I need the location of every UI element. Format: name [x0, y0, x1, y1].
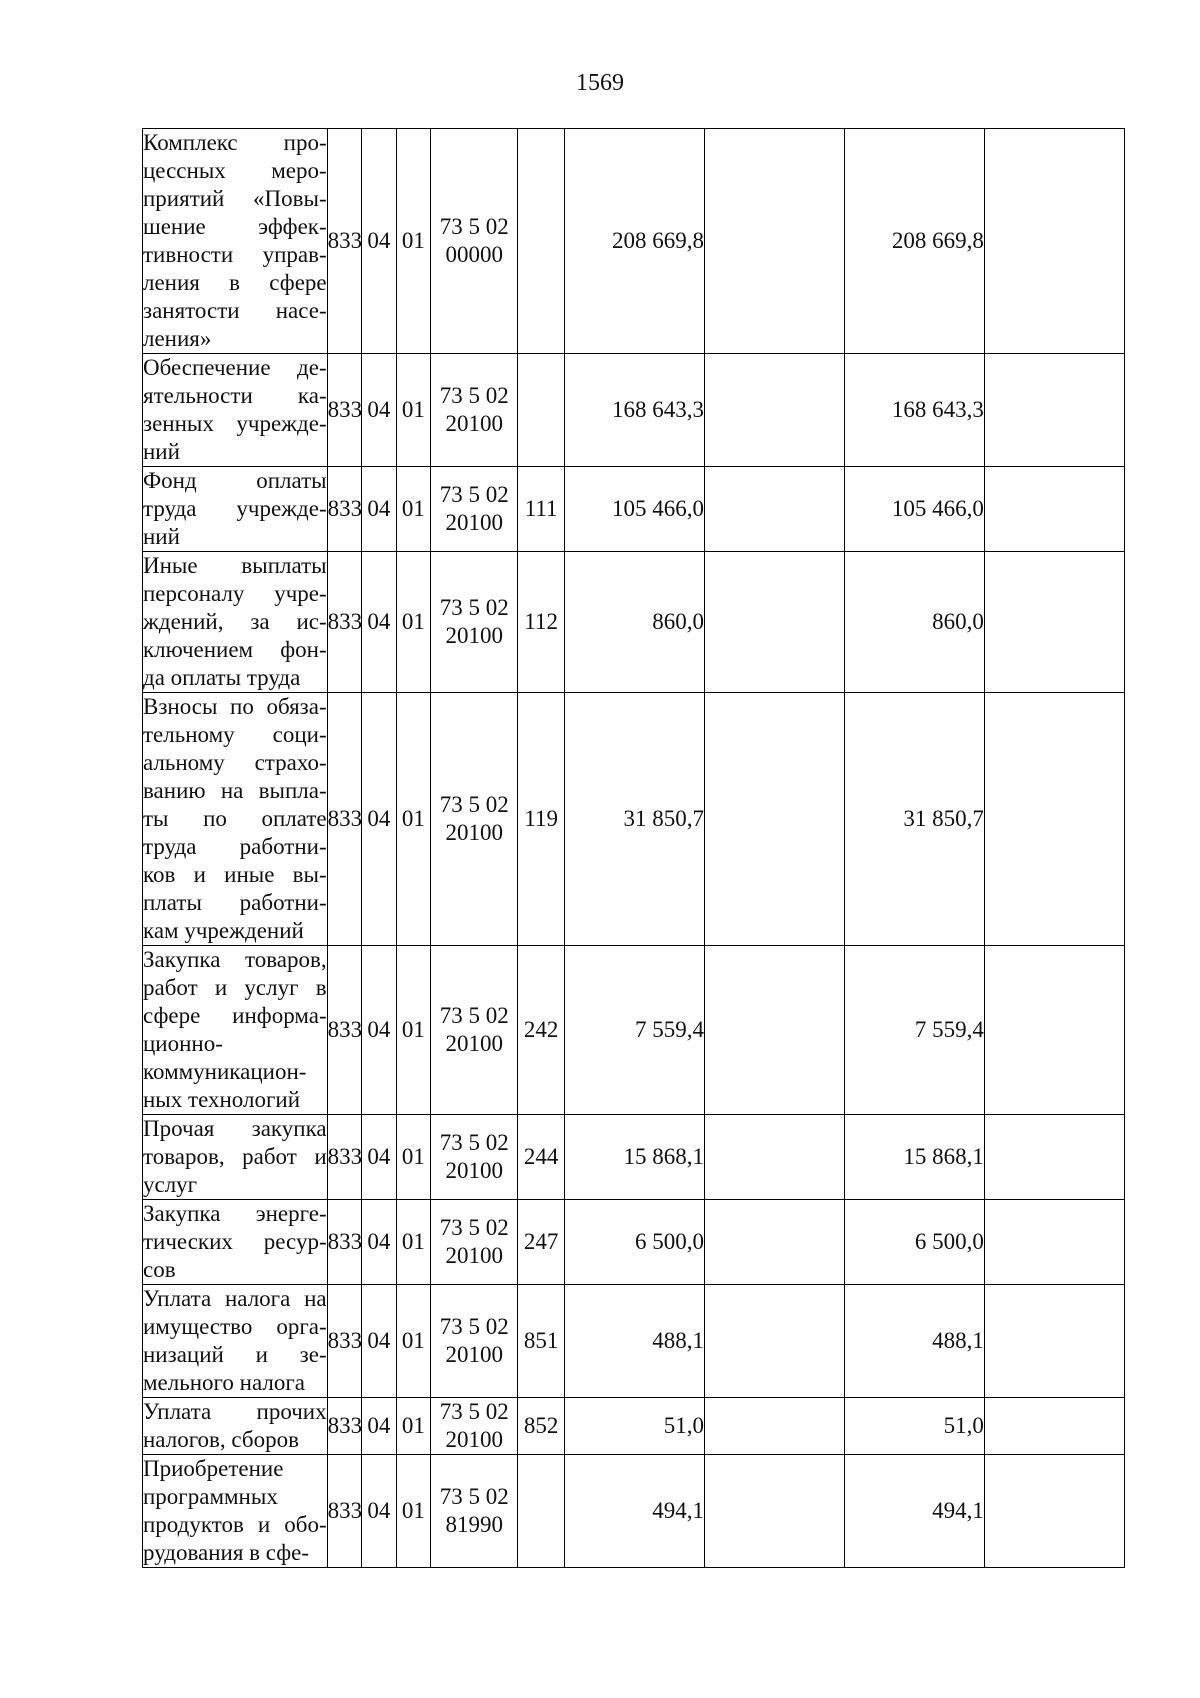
- amount-cell: 860,0: [564, 552, 704, 693]
- empty-cell: [704, 1285, 844, 1398]
- amount-total-cell: 6 500,0: [844, 1200, 984, 1285]
- row-name-cell: Закупка энерге- тических ресур- сов: [143, 1200, 328, 1285]
- target-article-cell: [431, 693, 518, 946]
- target-article-part2: 00000: [445, 242, 503, 267]
- target-article-cell: [431, 1115, 518, 1200]
- target-article-cell: [431, 946, 518, 1115]
- row-name-cell: Фонд оплаты труда учрежде- ний: [143, 467, 328, 552]
- table-row: [143, 1398, 1125, 1455]
- ministry-code-cell: 833: [327, 129, 361, 354]
- section-code-cell: 04: [362, 693, 396, 946]
- empty-cell: [704, 1398, 844, 1455]
- section-code-cell: 04: [362, 946, 396, 1115]
- subsection-code-cell: 01: [396, 1398, 430, 1455]
- subsection-code-cell: 01: [396, 129, 430, 354]
- table-row: [143, 129, 1125, 354]
- empty-cell: [704, 1455, 844, 1568]
- empty-cell: [984, 946, 1124, 1115]
- empty-cell: [984, 129, 1124, 354]
- target-article-part1: 73 5 02: [439, 1484, 509, 1509]
- target-article-part2: 20100: [445, 510, 503, 535]
- section-code-cell: 04: [362, 467, 396, 552]
- ministry-code-cell: 833: [327, 946, 361, 1115]
- amount-cell: 6 500,0: [564, 1200, 704, 1285]
- empty-cell: [704, 1115, 844, 1200]
- ministry-code-cell: 833: [327, 1115, 361, 1200]
- target-article-part2: 20100: [445, 623, 503, 648]
- target-article-part2: 20100: [445, 1427, 503, 1452]
- expense-type-cell: 247: [518, 1200, 565, 1285]
- subsection-code-cell: 01: [396, 552, 430, 693]
- target-article-part1: 73 5 02: [439, 1215, 509, 1240]
- subsection-code-cell: 01: [396, 1285, 430, 1398]
- target-article-part1: 73 5 02: [439, 482, 509, 507]
- empty-cell: [984, 467, 1124, 552]
- target-article-cell: [431, 552, 518, 693]
- empty-cell: [704, 946, 844, 1115]
- empty-cell: [704, 467, 844, 552]
- section-code-cell: 04: [362, 552, 396, 693]
- empty-cell: [984, 1200, 1124, 1285]
- row-name-cell: Закупка товаров, работ и услуг в сфере информа- ционно- коммуникацион- ных технологий: [143, 946, 328, 1115]
- table-row: [143, 1455, 1125, 1568]
- empty-cell: [704, 129, 844, 354]
- target-article-part2: 20100: [445, 1158, 503, 1183]
- amount-total-cell: 15 868,1: [844, 1115, 984, 1200]
- amount-cell: 51,0: [564, 1398, 704, 1455]
- empty-cell: [704, 1200, 844, 1285]
- subsection-code-cell: 01: [396, 1115, 430, 1200]
- empty-cell: [704, 354, 844, 467]
- amount-cell: 7 559,4: [564, 946, 704, 1115]
- row-name-cell: Комплекс про- цессных меро- приятий «Повы- шение эффек- тивности управ- ления в сфере занятости насе- ления»: [143, 129, 328, 354]
- empty-cell: [984, 1115, 1124, 1200]
- ministry-code-cell: 833: [327, 552, 361, 693]
- target-article-part2: 20100: [445, 1243, 503, 1268]
- amount-cell: 494,1: [564, 1455, 704, 1568]
- empty-cell: [984, 1455, 1124, 1568]
- expense-type-cell: 244: [518, 1115, 565, 1200]
- subsection-code-cell: 01: [396, 946, 430, 1115]
- target-article-cell: [431, 1398, 518, 1455]
- section-code-cell: 04: [362, 1115, 396, 1200]
- table-row: [143, 467, 1125, 552]
- page-number: 1569: [576, 70, 624, 96]
- row-name-cell: Взносы по обяза- тельному соци- альному страхо- ванию на выпла- ты по оплате труда работни- ков и иные вы- платы работни- кам учреждений: [143, 693, 328, 946]
- subsection-code-cell: 01: [396, 467, 430, 552]
- amount-total-cell: 168 643,3: [844, 354, 984, 467]
- ministry-code-cell: 833: [327, 1285, 361, 1398]
- subsection-code-cell: 01: [396, 1455, 430, 1568]
- empty-cell: [984, 1285, 1124, 1398]
- expense-type-cell: [518, 129, 565, 354]
- amount-total-cell: 105 466,0: [844, 467, 984, 552]
- empty-cell: [984, 354, 1124, 467]
- row-name-cell: Приобретение программных продуктов и обо- рудования в сфе-: [143, 1455, 328, 1568]
- section-code-cell: 04: [362, 1285, 396, 1398]
- amount-total-cell: 51,0: [844, 1398, 984, 1455]
- empty-cell: [984, 552, 1124, 693]
- table-row: [143, 946, 1125, 1115]
- table-row: [143, 1285, 1125, 1398]
- expense-type-cell: 852: [518, 1398, 565, 1455]
- row-name-cell: Уплата налога на имущество орга- низаций и зе- мельного налога: [143, 1285, 328, 1398]
- ministry-code-cell: 833: [327, 1398, 361, 1455]
- amount-total-cell: 7 559,4: [844, 946, 984, 1115]
- row-name-cell: Уплата прочих налогов, сборов: [143, 1398, 328, 1455]
- empty-cell: [984, 693, 1124, 946]
- section-code-cell: 04: [362, 129, 396, 354]
- target-article-part2: 20100: [445, 1031, 503, 1056]
- target-article-cell: [431, 129, 518, 354]
- expense-type-cell: 111: [518, 467, 565, 552]
- amount-cell: 168 643,3: [564, 354, 704, 467]
- expense-type-cell: [518, 354, 565, 467]
- section-code-cell: 04: [362, 354, 396, 467]
- empty-cell: [704, 552, 844, 693]
- amount-cell: 105 466,0: [564, 467, 704, 552]
- row-name-cell: Прочая закупка товаров, работ и услуг: [143, 1115, 328, 1200]
- amount-cell: 488,1: [564, 1285, 704, 1398]
- target-article-part2: 20100: [445, 411, 503, 436]
- target-article-part1: 73 5 02: [439, 595, 509, 620]
- target-article-cell: [431, 1200, 518, 1285]
- target-article-part2: 20100: [445, 1342, 503, 1367]
- ministry-code-cell: 833: [327, 1200, 361, 1285]
- ministry-code-cell: 833: [327, 354, 361, 467]
- subsection-code-cell: 01: [396, 1200, 430, 1285]
- expense-type-cell: 242: [518, 946, 565, 1115]
- table-row: [143, 552, 1125, 693]
- ministry-code-cell: 833: [327, 467, 361, 552]
- empty-cell: [984, 1398, 1124, 1455]
- expense-type-cell: 851: [518, 1285, 565, 1398]
- amount-cell: 15 868,1: [564, 1115, 704, 1200]
- amount-cell: 208 669,8: [564, 129, 704, 354]
- ministry-code-cell: 833: [327, 693, 361, 946]
- target-article-part1: 73 5 02: [439, 383, 509, 408]
- table-row: [143, 693, 1125, 946]
- section-code-cell: 04: [362, 1455, 396, 1568]
- amount-total-cell: 208 669,8: [844, 129, 984, 354]
- budget-table: [142, 128, 1125, 1568]
- subsection-code-cell: 01: [396, 354, 430, 467]
- target-article-part1: 73 5 02: [439, 1314, 509, 1339]
- row-name-cell: Обеспечение де- ятельности ка- зенных учрежде- ний: [143, 354, 328, 467]
- section-code-cell: 04: [362, 1398, 396, 1455]
- ministry-code-cell: 833: [327, 1455, 361, 1568]
- target-article-cell: [431, 1285, 518, 1398]
- target-article-part1: 73 5 02: [439, 1130, 509, 1155]
- target-article-part2: 20100: [445, 820, 503, 845]
- empty-cell: [704, 693, 844, 946]
- table-row: [143, 1115, 1125, 1200]
- expense-type-cell: [518, 1455, 565, 1568]
- subsection-code-cell: 01: [396, 693, 430, 946]
- expense-type-cell: 112: [518, 552, 565, 693]
- target-article-part1: 73 5 02: [439, 792, 509, 817]
- target-article-cell: [431, 354, 518, 467]
- row-name-cell: Иные выплаты персоналу учре- ждений, за ис- ключением фон- да оплаты труда: [143, 552, 328, 693]
- target-article-cell: [431, 1455, 518, 1568]
- target-article-part1: 73 5 02: [439, 1399, 509, 1424]
- target-article-cell: [431, 467, 518, 552]
- expense-type-cell: 119: [518, 693, 565, 946]
- target-article-part2: 81990: [445, 1512, 503, 1537]
- target-article-part1: 73 5 02: [439, 214, 509, 239]
- target-article-part1: 73 5 02: [439, 1003, 509, 1028]
- table-row: [143, 1200, 1125, 1285]
- amount-total-cell: 860,0: [844, 552, 984, 693]
- table-row: [143, 354, 1125, 467]
- amount-total-cell: 31 850,7: [844, 693, 984, 946]
- amount-total-cell: 488,1: [844, 1285, 984, 1398]
- section-code-cell: 04: [362, 1200, 396, 1285]
- amount-total-cell: 494,1: [844, 1455, 984, 1568]
- amount-cell: 31 850,7: [564, 693, 704, 946]
